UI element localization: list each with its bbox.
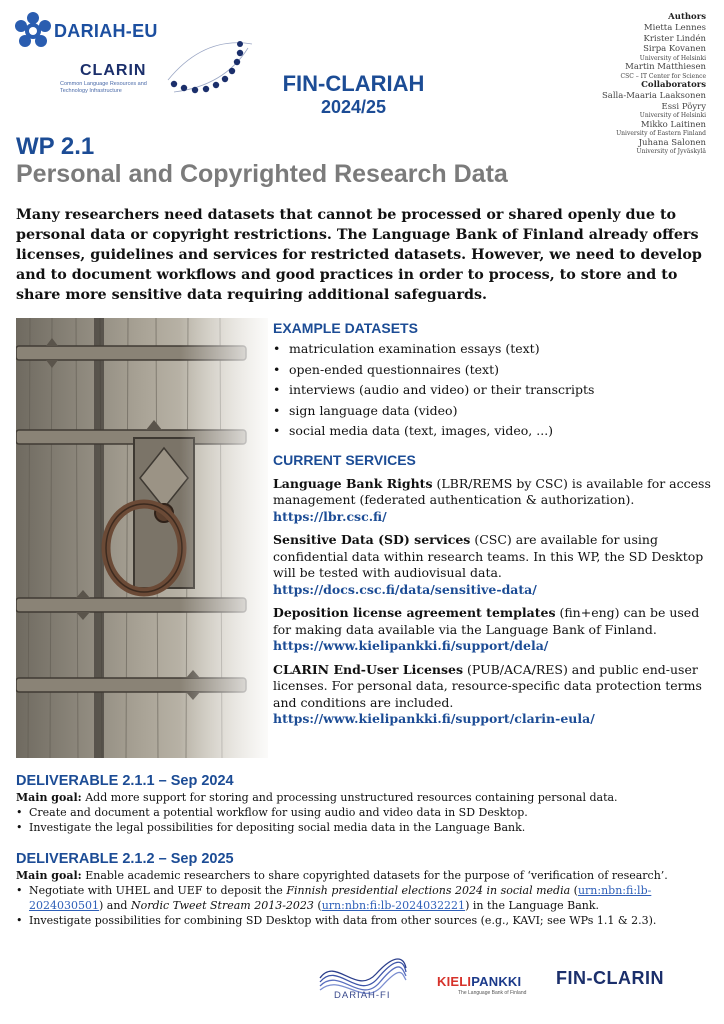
footer-logos — [0, 948, 724, 1018]
list-item: • open-ended questionnaires (text) — [273, 360, 713, 381]
fin-clarin-logo[interactable]: FIN-CLARIN — [556, 968, 664, 988]
author-name: Krister Lindén — [643, 33, 706, 44]
project-years: 2024/25 — [320, 97, 387, 117]
intro-paragraph: Many researchers need datasets that cannot be processed or shared openly due to personal data or copyright restrictions. The Language Bank of Finland already offers licenses, guidelines and services for restricted datasets. However, we need to develop and to document workflows and good practices in order to process, to store and to share more sensitive data requiring additional safeguards. — [16, 207, 702, 303]
project-title: FIN-CLARIAH — [282, 71, 425, 96]
collaborators-heading: Collaborators — [641, 80, 706, 90]
deliverable-goal — [16, 868, 712, 883]
example-datasets-heading: EXAMPLE DATASETS — [273, 320, 418, 336]
service-description: (PUB/ACA/RES) and public end-user licenses. For personal data, resource-specific data protection terms and conditions are included. — [273, 661, 702, 710]
collaborator-affiliation: University of Eastern Finland — [616, 130, 706, 137]
wp-number: WP 2.1 — [16, 133, 95, 160]
service-link[interactable]: https://www.kielipankki.fi/support/dela/ — [273, 638, 549, 653]
dataset-title: Nordic Tweet Stream 2013-2023 — [130, 899, 314, 912]
service-name: Deposition license agreement templates — [273, 605, 556, 620]
urn-link[interactable]: urn:nbn:fi:lb-2024032221 — [321, 899, 466, 912]
dariah-star-icon — [14, 12, 52, 50]
right-column — [273, 320, 713, 735]
author-name: Sirpa Kovanen — [643, 44, 706, 54]
bullet-text: ) in the Language Bank. — [465, 899, 600, 912]
dataset-title: Finnish presidential elections 2024 in social media — [286, 884, 571, 897]
goal-text: Enable academic researchers to share copyrighted datasets for the purpose of ‘verification of research’. — [81, 869, 668, 882]
author-affiliation: University of Helsinki — [639, 54, 706, 62]
authors-heading: Authors — [668, 12, 706, 22]
list-item: • matriculation examination essays (text) — [273, 339, 713, 360]
service-name: Sensitive Data (SD) services — [273, 532, 471, 547]
clarin-logo-text: CLARIN — [80, 62, 147, 79]
clarin-logo[interactable] — [58, 62, 170, 95]
deliverable-1 — [16, 772, 712, 835]
top-logos — [14, 10, 259, 100]
project-title-block — [266, 72, 441, 118]
service-item — [273, 532, 713, 598]
kielipankki-logo[interactable] — [437, 974, 521, 989]
collaborator-affiliation: University of Jyväskylä — [636, 148, 706, 155]
service-name: Language Bank Rights — [273, 475, 433, 491]
list-item: • interviews (audio and video) or their transcripts — [273, 380, 713, 401]
author-name: Mietta Lennes — [643, 23, 706, 33]
collaborator-name: Salla-Maaria Laaksonen — [601, 91, 706, 101]
author-affiliation: CSC – IT Center for Science — [620, 72, 706, 80]
service-description: (fin+eng) can be used for making data available via the Language Bank of Finland. — [273, 605, 700, 637]
kielipankki-logo-part2: PANKKI — [471, 974, 522, 989]
bullet-text: ( — [313, 899, 322, 912]
deliverable-bullets — [16, 883, 712, 928]
service-link[interactable]: https://www.kielipankki.fi/support/clarin-eula/ — [273, 711, 595, 726]
deliverable-bullets — [16, 805, 712, 835]
kielipankki-logo-part1: KIELI — [437, 974, 472, 989]
service-item — [273, 476, 713, 526]
deliverable-goal — [16, 790, 712, 805]
collaborator-name: Mikko Laitinen — [640, 119, 706, 130]
collaborator-name: Juhana Salonen — [638, 137, 706, 148]
list-item: • social media data (text, images, video, ...) — [273, 421, 713, 442]
example-datasets-list — [273, 339, 713, 442]
wp-title: Personal and Copyrighted Research Data — [16, 160, 508, 188]
door-knocker-image — [16, 318, 268, 758]
dariah-eu-logo[interactable] — [14, 12, 158, 50]
dariah-fi-logo-text: DARIAH-FI — [334, 990, 391, 1001]
bullet-text: ) and — [99, 899, 131, 912]
bullet-text: Negotiate with UHEL and UEF to deposit the — [29, 884, 287, 897]
collaborator-name: Essi Pöyry — [661, 101, 706, 112]
service-item — [273, 662, 713, 728]
goal-text: Add more support for storing and processing unstructured resources containing personal data. — [81, 791, 618, 804]
bullet-text: ( — [570, 884, 578, 897]
goal-label: Main goal: — [16, 791, 82, 804]
list-item: • Investigate possibilities for combining SD Desktop with data from other sources (e.g., KAVI; see WPs 1.1 & 2.3). — [16, 913, 712, 928]
service-name: CLARIN End-User Licenses — [273, 661, 464, 677]
dariah-logo-text: DARIAH-EU — [54, 20, 158, 41]
service-item — [273, 605, 713, 655]
current-services-heading: CURRENT SERVICES — [273, 451, 416, 468]
deliverable-heading: DELIVERABLE 2.1.2 – Sep 2025 — [16, 851, 234, 867]
collaborator-affiliation: University of Helsinki — [639, 112, 706, 119]
list-item — [16, 883, 712, 913]
dariah-fi-wave-icon — [318, 952, 408, 1014]
list-item: • sign language data (video) — [273, 401, 713, 422]
service-description: (LBR/REMS by CSC) is available for access management (federated authentication & authorization). — [273, 475, 711, 507]
door-photo — [16, 318, 268, 758]
kielipankki-subtitle: The Language Bank of Finland — [458, 990, 527, 996]
author-name: Martin Matthiesen — [625, 62, 706, 72]
service-link[interactable]: https://lbr.csc.fi/ — [273, 508, 387, 524]
service-description: (CSC) are available for using confidential data within research teams. In this WP, the SD Desktop will be tested with audiovisual data. — [273, 532, 704, 580]
deliverable-2 — [16, 850, 712, 928]
deliverable-heading: DELIVERABLE 2.1.1 – Sep 2024 — [16, 773, 234, 789]
list-item: • Investigate the legal possibilities for depositing social media data in the Language Bank. — [16, 820, 712, 835]
list-item: • Create and document a potential workflow for using audio and video data in SD Desktop. — [16, 805, 712, 820]
service-link[interactable]: https://docs.csc.fi/data/sensitive-data/ — [273, 581, 537, 597]
goal-label: Main goal: — [16, 869, 82, 882]
authors-list — [556, 12, 706, 156]
clarin-logo-subtitle: Common Language Resources and Technology Infrastructure — [60, 81, 147, 94]
clarin-dots-arc-icon — [164, 36, 256, 98]
urn-link[interactable]: urn:nbn:fi:lb-2024030501 — [29, 884, 652, 912]
